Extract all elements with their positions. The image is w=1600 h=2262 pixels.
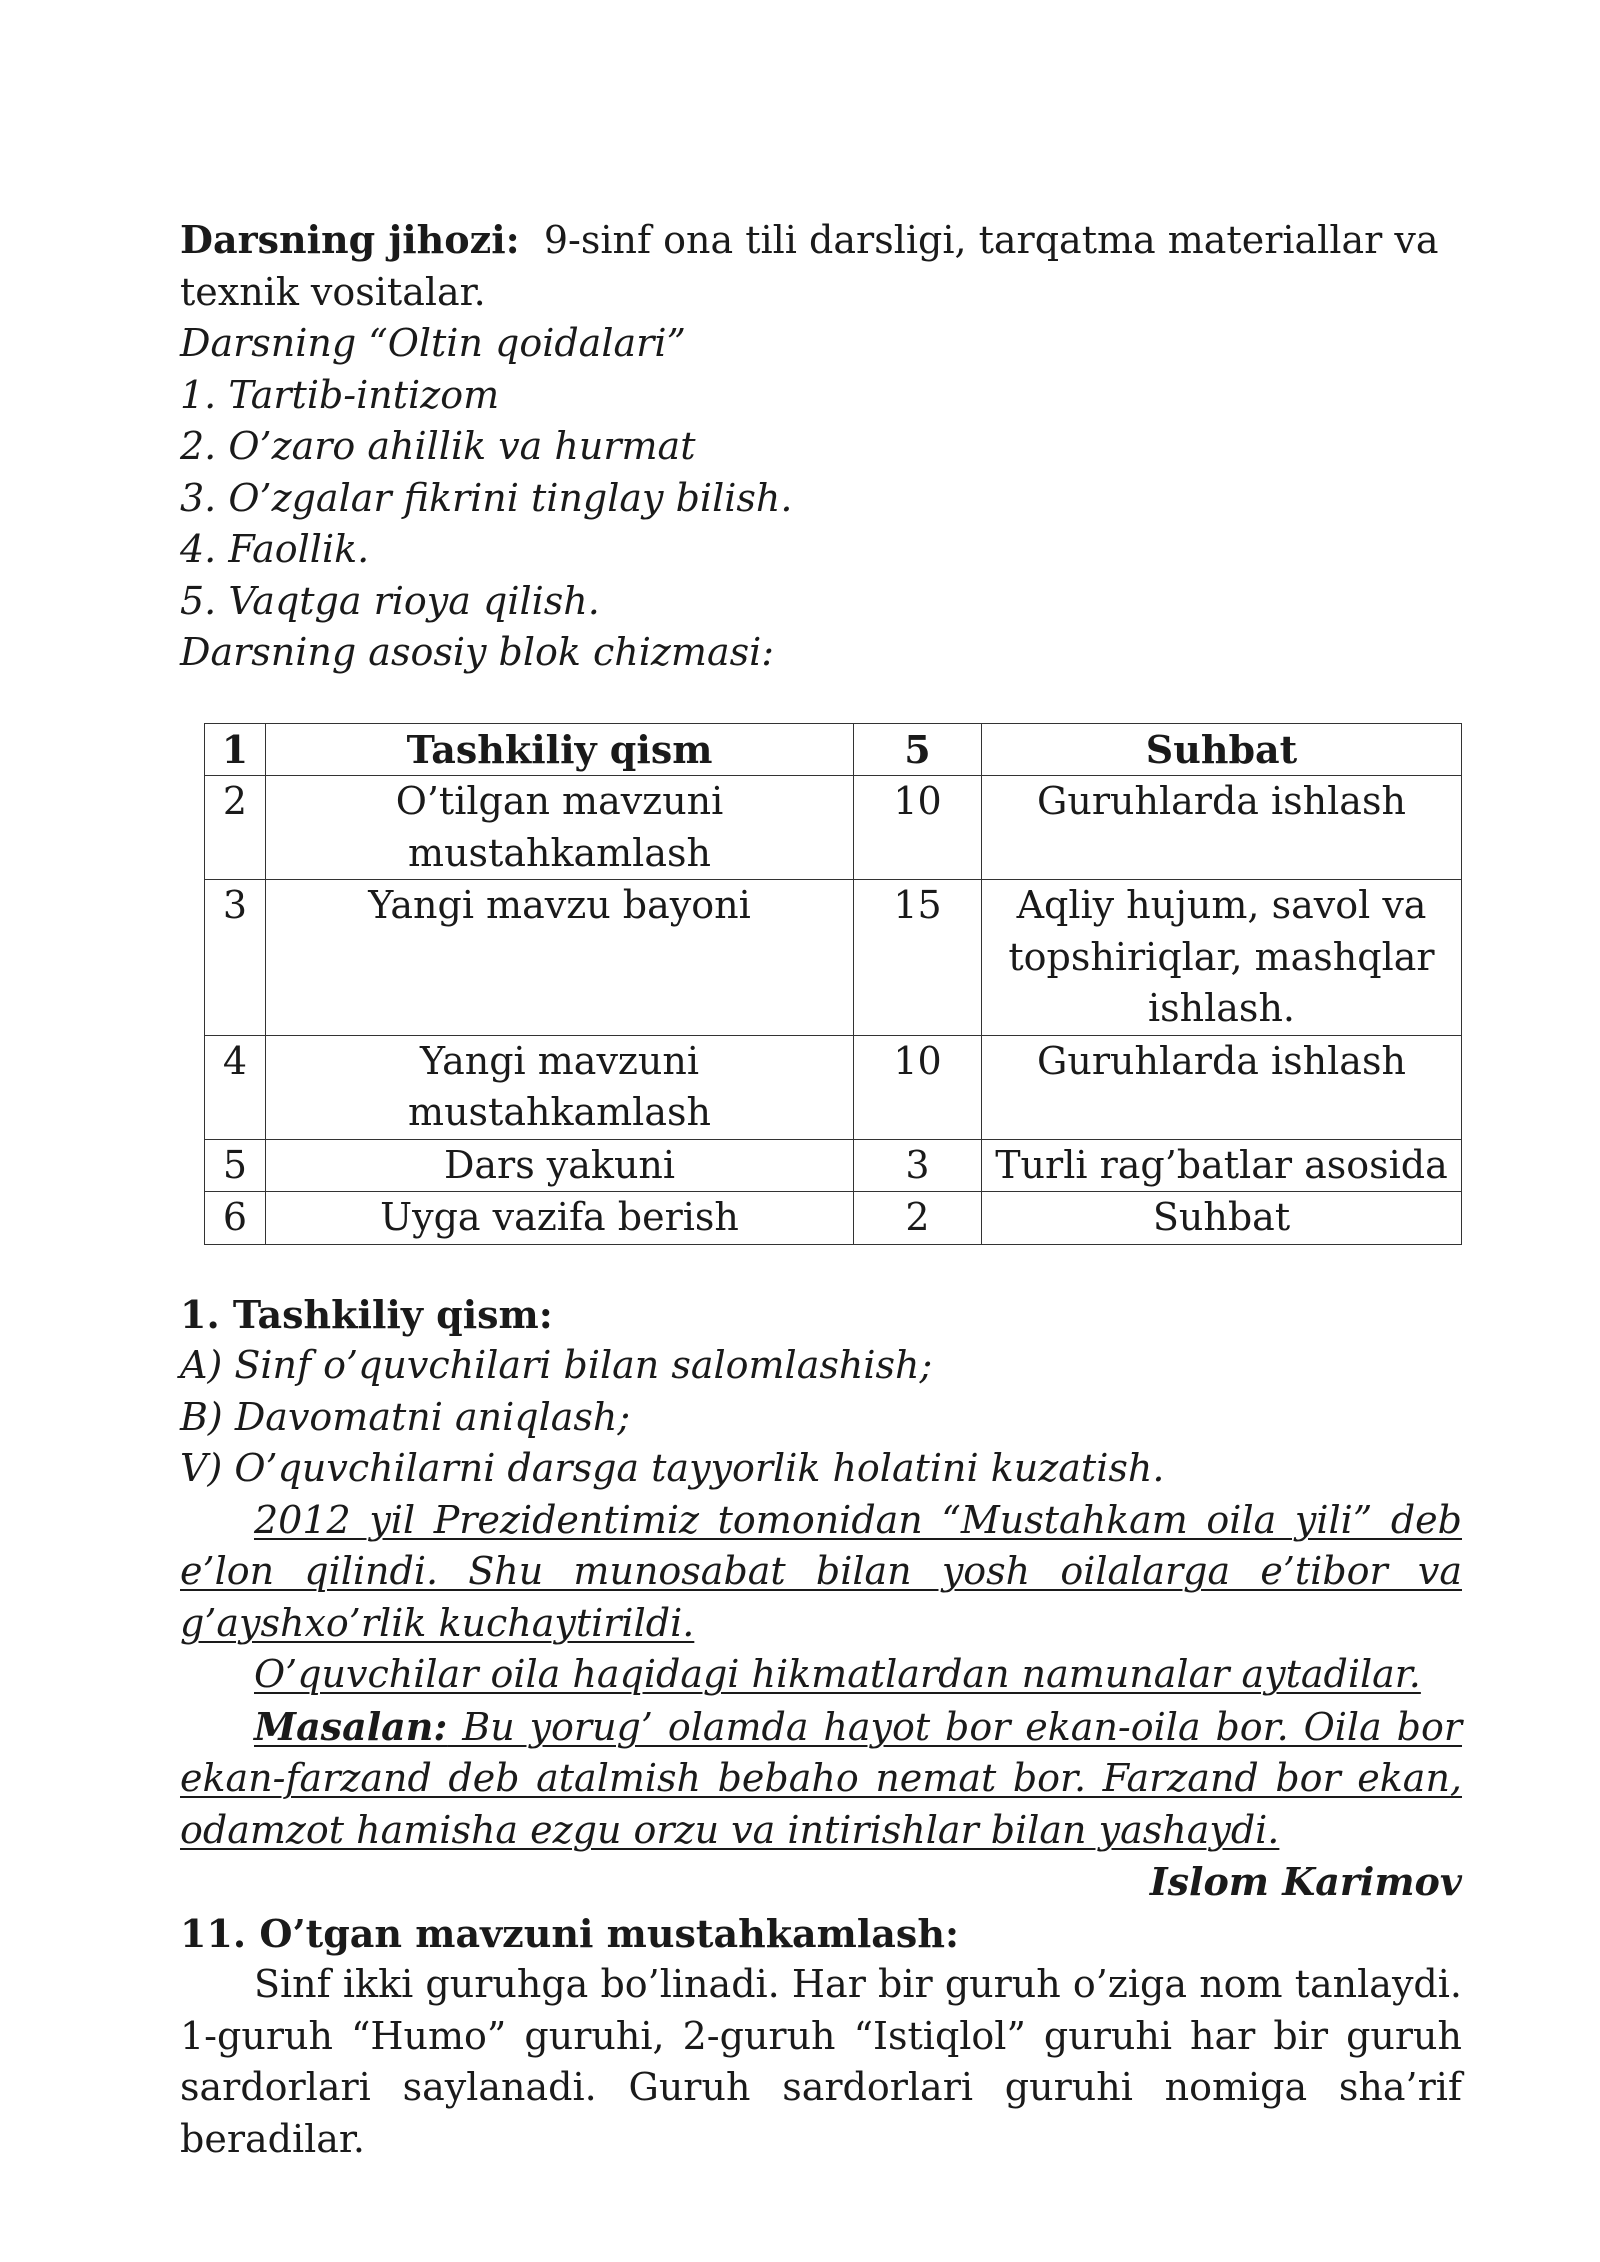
table-cell: 2 <box>854 1192 982 1245</box>
table-cell: 2 <box>205 776 266 880</box>
equipment-text: 9-sinf ona tili darsligi, tarqatma materiallar va texnik vositalar. <box>180 218 1439 314</box>
section1-item: A) Sinf o’quvchilari bilan salomlashish; <box>180 1343 933 1387</box>
table-cell: O’tilgan mavzuni mustahkamlash <box>266 776 854 880</box>
table-cell: Turli rag’batlar asosida <box>982 1139 1462 1192</box>
golden-rule-item: 3. O’zgalar fikrini tinglay bilish. <box>180 475 793 520</box>
golden-rules-title: Darsning “Oltin qoidalari” <box>180 321 686 365</box>
section1-item: V) O’quvchilarni darsga tayyorlik holatini kuzatish. <box>180 1446 1165 1490</box>
example-text: Bu yorug’ olamda hayot bor ekan-oila bor. Oila bor ekan-farzand deb atalmish bebaho nemat bor. Farzand bor ekan, odamzot hamisha ezgu orzu va intirishlar bilan yashaydi. <box>180 1704 1462 1852</box>
document-page <box>180 214 1462 2165</box>
section1-paragraph-1: 2012 yil Prezidentimiz tomonidan “Mustahkam oila yili” deb e’lon qilindi. Shu munosabat bilan yosh oilalarga e’tibor va g’ayshxo’rlik kuchaytirildi. <box>180 1497 1462 1645</box>
lesson-plan-table <box>204 723 1462 1245</box>
table-cell: 3 <box>205 880 266 1036</box>
table-cell: Tashkiliy qism <box>266 723 854 776</box>
table-cell: Dars yakuni <box>266 1139 854 1192</box>
table-cell: Aqliy hujum, savol va topshiriqlar, mashqlar ishlash. <box>982 880 1462 1036</box>
table-cell: Yangi mavzuni mustahkamlash <box>266 1035 854 1139</box>
table-header-row <box>205 723 1462 776</box>
table-cell: 5 <box>854 723 982 776</box>
quote-signature: Islom Karimov <box>1149 1859 1462 1904</box>
table-cell: 15 <box>854 880 982 1036</box>
table-cell: 10 <box>854 1035 982 1139</box>
table-row <box>205 1192 1462 1245</box>
golden-rule-item: 5. Vaqtga rioya qilish. <box>180 578 600 623</box>
table-row <box>205 776 1462 880</box>
section1-item: B) Davomatni aniqlash; <box>180 1394 631 1439</box>
table-cell: 6 <box>205 1192 266 1245</box>
table-row <box>205 1035 1462 1139</box>
table-row <box>205 1139 1462 1192</box>
golden-rule-item: 1. Tartib-intizom <box>180 372 500 417</box>
table-cell: Guruhlarda ishlash <box>982 776 1462 880</box>
section1-paragraph-2: O’quvchilar oila haqidagi hikmatlardan namunalar aytadilar. <box>254 1652 1421 1696</box>
table-cell: 5 <box>205 1139 266 1192</box>
table-row <box>205 880 1462 1036</box>
example-label: Masalan: <box>254 1703 448 1749</box>
table-cell: Suhbat <box>982 1192 1462 1245</box>
section2-title: 11. O’tgan mavzuni mustahkamlash: <box>180 1910 959 1956</box>
table-cell: 3 <box>854 1139 982 1192</box>
section1-title: 1. Tashkiliy qism: <box>180 1291 553 1337</box>
table-cell: Uyga vazifa berish <box>266 1192 854 1245</box>
equipment-label: Darsning jihozi: <box>180 217 520 262</box>
block-scheme-title: Darsning asosiy blok chizmasi: <box>180 630 775 674</box>
example-paragraph <box>180 1701 1462 1857</box>
golden-rule-item: 4. Faollik. <box>180 527 370 571</box>
table-cell: 1 <box>205 723 266 776</box>
equipment-line <box>180 214 1462 318</box>
table-cell: Yangi mavzu bayoni <box>266 880 854 1036</box>
section2-paragraph: Sinf ikki guruhga bo’linadi. Har bir guruh o’ziga nom tanlaydi. 1-guruh “Humo” guruhi, 2-guruh “Istiqlol” guruhi har bir guruh sardorlari saylanadi. Guruh sardorlari guruhi nomiga sha’rif beradilar. <box>180 1962 1462 2161</box>
table-cell: Suhbat <box>982 723 1462 776</box>
table-cell: 4 <box>205 1035 266 1139</box>
table-cell: Guruhlarda ishlash <box>982 1035 1462 1139</box>
golden-rule-item: 2. O’zaro ahillik va hurmat <box>180 424 696 468</box>
table-cell: 10 <box>854 776 982 880</box>
